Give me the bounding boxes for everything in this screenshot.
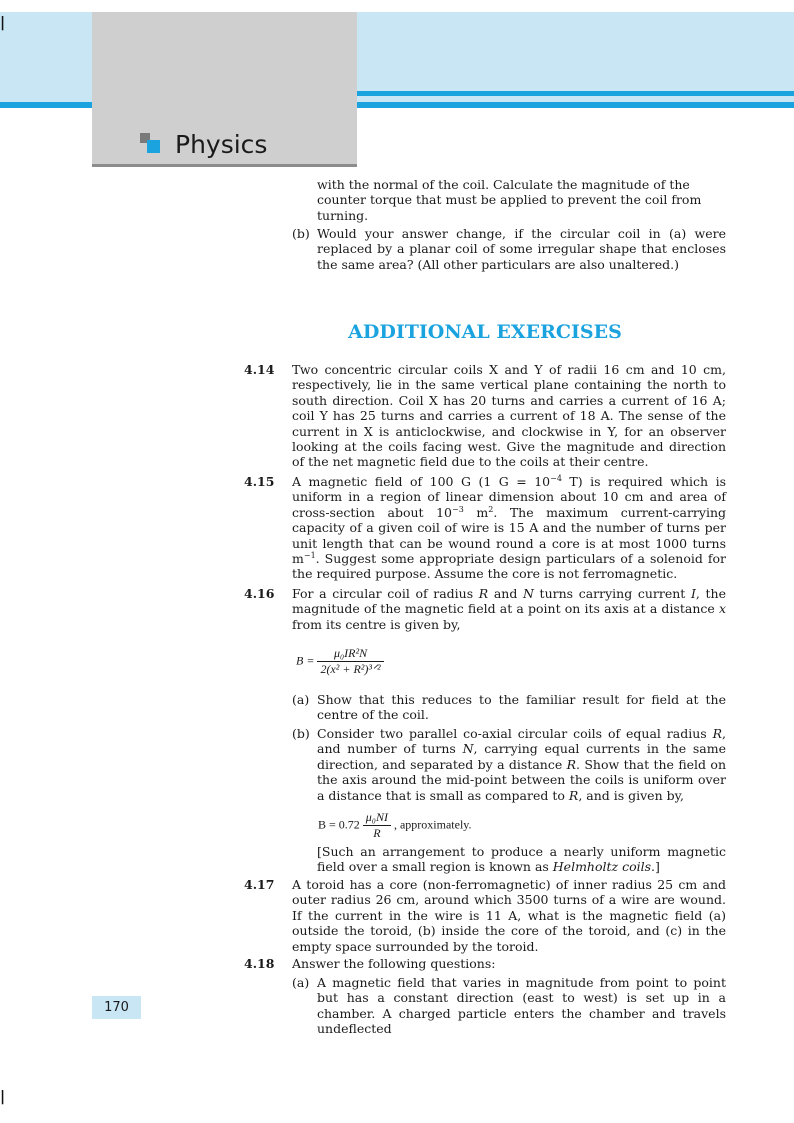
exercise-number: 4.18	[244, 956, 275, 971]
continued-b-text: Would your answer change, if the circular coil in (a) were replaced by a planar coil of some irregular shape that encloses the same area? (All other particulars are also unaltered.)	[317, 226, 726, 272]
exercise-text: Two concentric circular coils X and Y of radii 16 cm and 10 cm, respectively, lie in the same vertical plane containing the north to south direction. Coil X has 20 turns and carries a current of 16 A; coil Y has 25 turns and carries a current of 18 A. The sense of the current in X is anticlockwise, and clockwise in Y, for an observer looking at the coils facing west. Give the magnitude and direction of the net magnetic field due to the coils at their centre.	[292, 362, 726, 470]
sub-text: Show that this reduces to the familiar result for field at the centre of the coil.	[317, 692, 726, 723]
header-stripe-thin	[357, 91, 794, 96]
subject-panel-underline	[92, 164, 357, 167]
exercise-text: For a circular coil of radius R and N turns carrying current I, the magnitude of the magnetic field at a point on its axis at a distance x from its centre is given by,	[292, 586, 727, 632]
exercise-text: A toroid has a core (non-ferromagnetic) of inner radius 25 cm and outer radius 26 cm, around which 3500 turns of a wire are wound. If the current in the wire is 11 A, what is the magnetic field (a) outside the toroid, (b) inside the core of the toroid, and (c) in the empty space surrounded by the toroid.	[292, 877, 726, 954]
equation-field-axis: B = $\frac{\text{μ₀IR²N}}{\text{2(x² + R²)³ᐟ²}}$	[296, 646, 384, 677]
subject-title: Physics	[175, 130, 268, 159]
continued-line: counter torque that must be applied to prevent the coil from	[317, 192, 702, 208]
exercise-number: 4.14	[244, 362, 275, 377]
sub-label: (b)	[292, 726, 310, 741]
exercise-number: 4.15	[244, 474, 275, 489]
sub-label: (a)	[292, 975, 310, 990]
equation-helmholtz: B = 0.72 $\frac{\text{μ₀NI}}{R}$ , approximately.	[318, 810, 472, 840]
exercise-text: Answer the following questions:	[292, 956, 496, 971]
sub-label: (b)	[292, 226, 310, 241]
crop-mark-bottom: |	[0, 1089, 6, 1105]
continued-line: turning.	[317, 207, 369, 223]
note-text: [Such an arrangement to produce a nearly uniform magnetic field over a small region is known as Helmholtz coils.]	[317, 844, 726, 875]
continued-text	[317, 177, 726, 223]
crop-mark-top: |	[0, 15, 6, 31]
page-number: 170	[92, 996, 141, 1019]
exercise-number: 4.17	[244, 877, 275, 892]
continued-line: with the normal of the coil. Calculate the magnitude of the	[317, 177, 690, 192]
subject-logo-square-blue	[147, 140, 160, 153]
exercise-number: 4.16	[244, 586, 275, 601]
sub-text: Consider two parallel co-axial circular coils of equal radius R, and number of turns N, carrying equal currents in the same direction, and separated by a distance R. Show that the field on the axis around the mid-point between the coils is uniform over a distance that is small as compared to R, and is given by,	[317, 726, 726, 803]
sub-text: A magnetic field that varies in magnitude from point to point but has a constant direction (east to west) is set up in a chamber. A charged particle enters the chamber and travels undeflected	[317, 975, 726, 1037]
exercise-text: A magnetic field of 100 G (1 $G = 10^{-4}$ T) is required which is uniform in a region of linear dimension about 10 cm and area of cross-section about $10^{-3}$ $m^2$. The maximum current-carrying capacity of a given coil of wire is 15 A and the number of turns per unit length that can be wound round a core is at most 1000 turns $m^{-1}$. Suggest some appropriate design particulars of a solenoid for the required purpose. Assume the core is not ferromagnetic.	[292, 473, 727, 582]
sub-label: (a)	[292, 692, 310, 707]
section-heading: ADDITIONAL EXERCISES	[348, 321, 622, 343]
